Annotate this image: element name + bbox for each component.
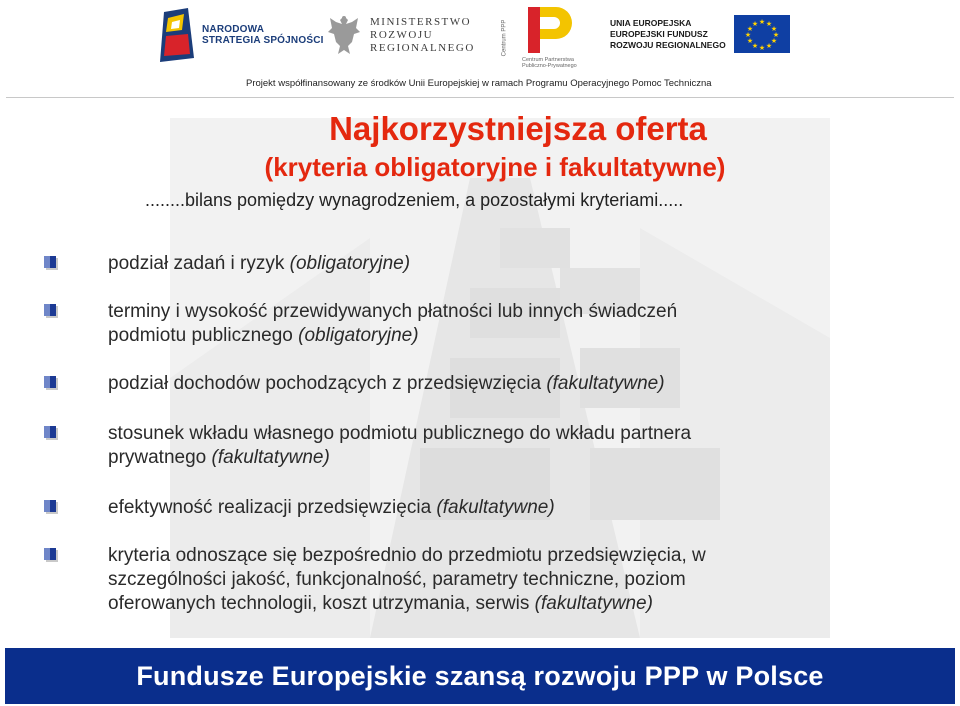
svg-text:★: ★ — [746, 37, 753, 45]
criteria-item: podział dochodów pochodzących z przedsięwzięcia (fakultatywne) — [108, 373, 665, 394]
project-cofinancing-note: Projekt współfinansowany ze środków Unii Europejskiej w ramach Programu Operacyjnego Pomoc Techniczna — [246, 78, 712, 89]
bullet-marker-icon — [42, 374, 60, 392]
nss-emblem-icon — [158, 8, 196, 62]
eu-line2: EUROPEJSKI FUNDUSZ — [610, 28, 708, 39]
svg-text:★: ★ — [758, 18, 765, 26]
criteria-item: terminy i wysokość przewidywanych płatności lub innych świadczeń podmiotu publicznego (obligatoryjne) — [108, 301, 678, 346]
criteria-item: efektywność realizacji przedsięwzięcia (fakultatywne) — [108, 497, 555, 518]
eu-flag-icon — [734, 15, 790, 53]
eu-line1: UNIA EUROPEJSKA — [610, 17, 692, 28]
unia-europejska-logo — [610, 14, 790, 54]
bullet-marker-icon — [42, 498, 60, 516]
slide-note: ........bilans pomiędzy wynagrodzeniem, a pozostałymi kryteriami..... — [145, 190, 684, 210]
ppp-p-mark-icon — [522, 5, 580, 55]
criteria-item: kryteria odnoszące się bezpośrednio do przedmiotu przedsięwzięcia, w szczególności jakość, funkcjonalność, parametry techniczne, poziom oferowanych technologii, koszt utrzymania, serwis (fakultatywne) — [108, 545, 706, 614]
header-logos — [0, 0, 960, 98]
bullet-marker-icon — [42, 302, 60, 320]
slide-title: Najkorzystniejsza oferta — [329, 110, 707, 147]
svg-text:★: ★ — [746, 25, 753, 33]
svg-text:★: ★ — [765, 42, 772, 50]
ministry-line2: ROZWOJU — [370, 28, 434, 41]
svg-text:★: ★ — [770, 37, 777, 45]
ministerstwo-rozwoju-logo — [326, 10, 475, 60]
eu-line3: ROZWOJU REGIONALNEGO — [610, 39, 726, 50]
svg-text:★: ★ — [772, 31, 779, 39]
criteria-item: podział zadań i ryzyk (obligatoryjne) — [108, 253, 411, 274]
svg-text:★: ★ — [770, 25, 777, 33]
bullet-marker-icon — [42, 424, 60, 442]
slide-subtitle: (kryteria obligatoryjne i fakultatywne) — [264, 152, 726, 182]
centrum-ppp-side-label: Centrum PPP — [501, 19, 508, 57]
bullet-marker-icon — [42, 546, 60, 564]
footer-slogan: Fundusze Europejskie szansą rozwoju PPP w Polsce — [136, 660, 824, 691]
svg-text:★: ★ — [765, 20, 772, 28]
ministry-line3: REGIONALNEGO — [370, 41, 475, 54]
svg-text:★: ★ — [751, 20, 758, 28]
svg-text:★: ★ — [758, 44, 765, 52]
svg-text:★: ★ — [751, 42, 758, 50]
ppp-sub-line1: Centrum Partnerstwa — [522, 57, 574, 63]
nss-line2: STRATEGIA SPÓJNOŚCI — [202, 35, 324, 46]
criteria-item: stosunek wkładu własnego podmiotu publicznego do wkładu partnera prywatnego (fakultatywne) — [108, 423, 692, 468]
eagle-emblem-icon — [326, 12, 362, 58]
centrum-ppp-logo — [501, 4, 580, 76]
ppp-sub-line2: Publiczno-Prywatnego — [522, 63, 577, 69]
ministry-line1: MINISTERSTWO — [370, 15, 472, 28]
footer-banner — [5, 648, 955, 704]
narodowa-strategia-spojnosci-logo — [158, 6, 324, 64]
bullet-marker-icon — [42, 254, 60, 272]
nss-line1: NARODOWA — [202, 24, 265, 35]
header-divider — [6, 97, 954, 98]
svg-text:★: ★ — [744, 31, 751, 39]
